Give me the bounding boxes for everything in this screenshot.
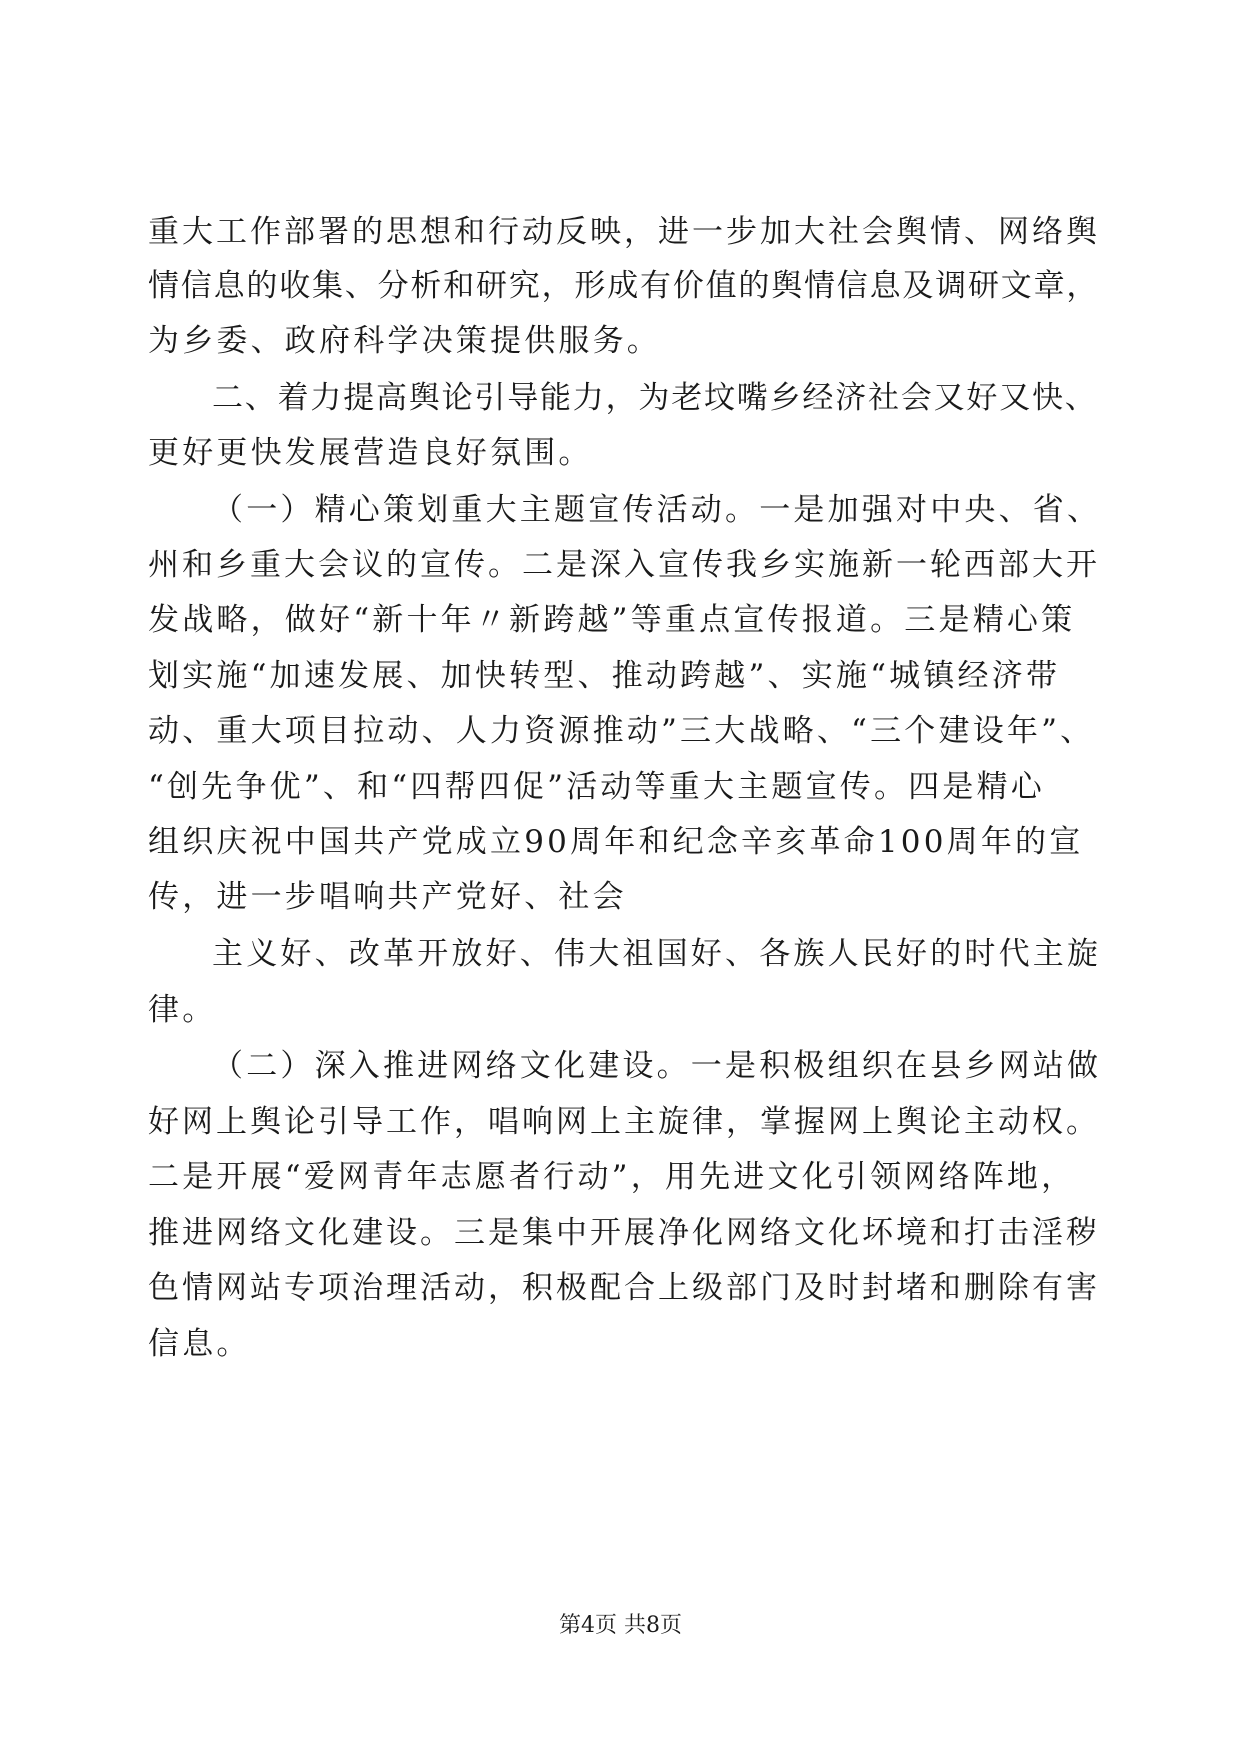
text-line-17: 好网上舆论引导工作，唱响网上主旋律，掌握网上舆论主动权。 xyxy=(148,1104,1100,1140)
text-line-1: 重大工作部署的思想和行动反映，进一步加大社会舆情、网络舆 xyxy=(148,214,1100,250)
text-line-5: 更好更快发展营造良好氛围。 xyxy=(148,435,593,471)
text-line-9: 划实施“加速发展、加快转型、推动跨越”、实施“城镇经济带 xyxy=(148,658,1061,694)
text-line-15: 律。 xyxy=(148,992,217,1028)
text-line-10: 动、重大项目拉动、人力资源推动”三大战略、“三个建设年”、 xyxy=(148,713,1095,749)
text-line-3: 为乡委、政府科学决策提供服务。 xyxy=(148,323,661,359)
text-line-7: 州和乡重大会议的宣传。二是深入宣传我乡实施新一轮西部大开 xyxy=(148,547,1100,583)
text-line-2: 情信息的收集、分析和研究，形成有价值的舆情信息及调研文章， xyxy=(148,268,1100,304)
page-number-footer: 第4页 共8页 xyxy=(559,1613,682,1638)
text-line-11: “创先争优”、和“四帮四促”活动等重大主题宣传。四是精心 xyxy=(148,769,1045,805)
text-line-13: 传，进一步唱响共产党好、社会 xyxy=(148,879,627,915)
subsection-heading-2: （二）深入推进网络文化建设。一是积极组织在县乡网站做 xyxy=(212,1048,1102,1084)
text-line-19: 推进网络文化建设。三是集中开展净化网络文化坏境和打击淫秽 xyxy=(148,1215,1100,1251)
text-line-14: 主义好、改革开放好、伟大祖国好、各族人民好的时代主旋 xyxy=(212,936,1102,972)
text-line-18: 二是开展“爱网青年志愿者行动”，用先进文化引领网络阵地， xyxy=(148,1159,1076,1195)
text-line-21: 信息。 xyxy=(148,1326,251,1362)
section-heading-2: 二、着力提高舆论引导能力，为老坟嘴乡经济社会又好又快、 xyxy=(212,380,1098,416)
text-line-12: 组织庆祝中国共产党成立90周年和纪念辛亥革命100周年的宣 xyxy=(148,824,1084,860)
subsection-heading-1: （一）精心策划重大主题宣传活动。一是加强对中央、省、 xyxy=(212,492,1102,528)
text-line-8: 发战略，做好“新十年〃新跨越”等重点宣传报道。三是精心策 xyxy=(148,602,1076,638)
text-line-20: 色情网站专项治理活动，积极配合上级部门及时封堵和删除有害 xyxy=(148,1270,1100,1306)
